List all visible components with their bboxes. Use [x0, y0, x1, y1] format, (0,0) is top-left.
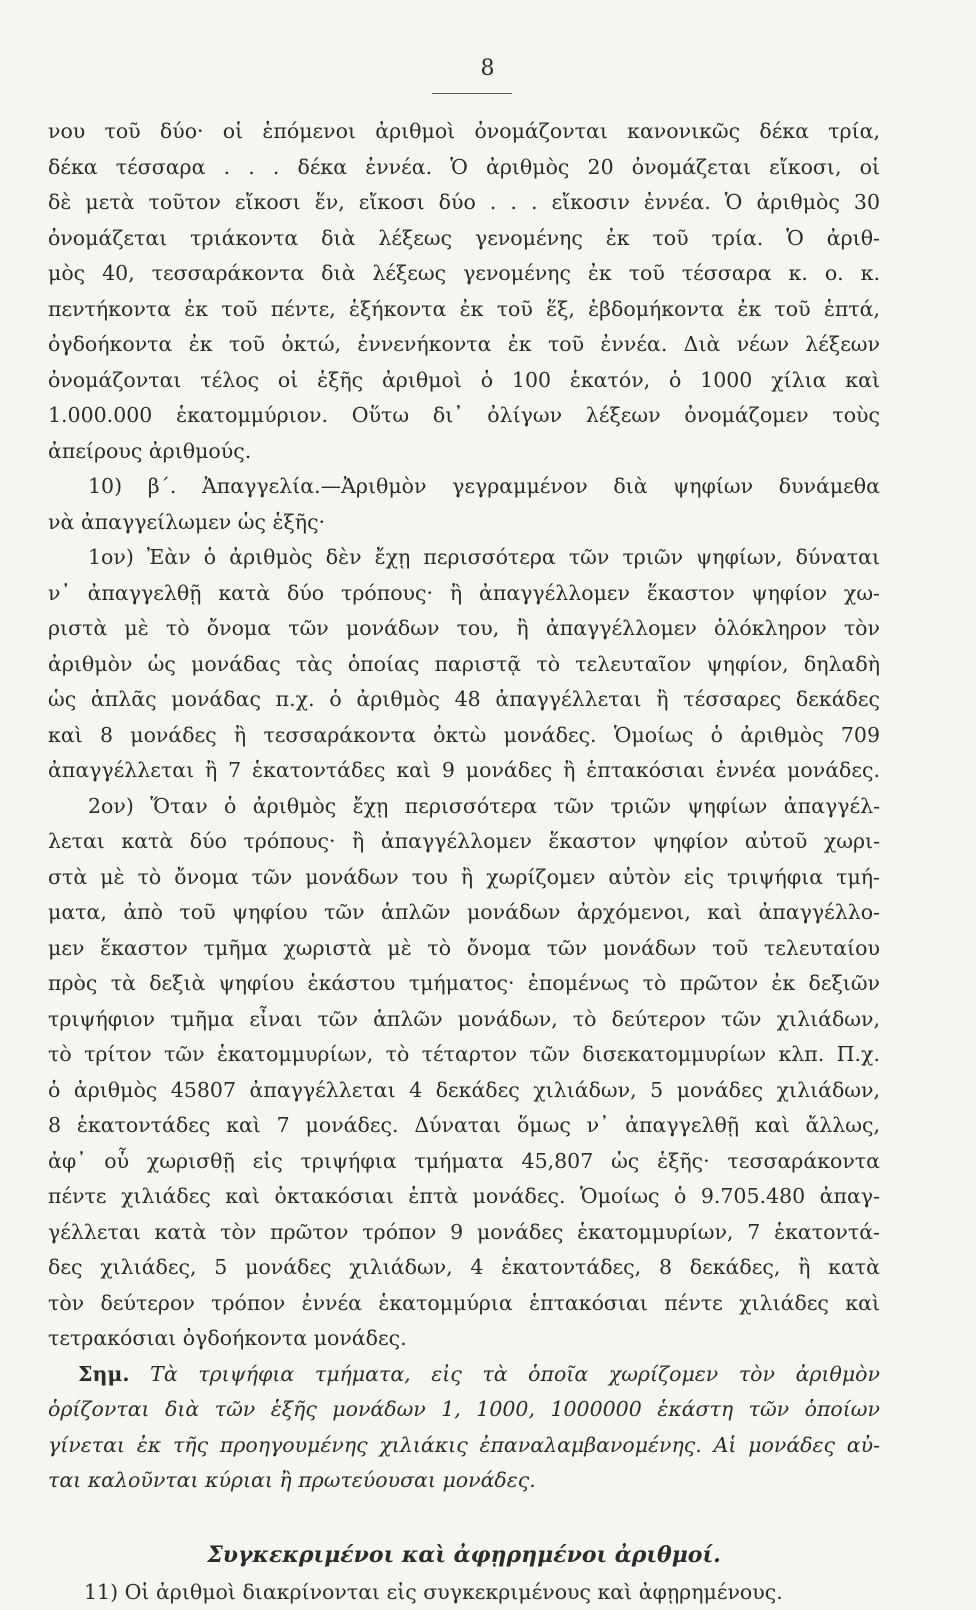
- text-line: ριστὰ μὲ τὸ ὄνομα τῶν μονάδων του, ἢ ἀπαγγέλλομεν ὁλόκληρον τὸν: [48, 611, 880, 647]
- note-line: ὁρίζονται διὰ τῶν ἑξῆς μονάδων 1, 1000, 1000000 ἑκάστη τῶν ὁποίων: [48, 1392, 880, 1428]
- section-heading: Συγκεκριμένοι καὶ ἀφῃρημένοι ἀριθμοί.: [48, 1535, 880, 1575]
- text-line: πέντε χιλιάδες καὶ ὀκτακόσιαι ἑπτὰ μονάδες. Ὁμοίως ὁ 9.705.480 ἀπαγ-: [48, 1179, 880, 1215]
- text-line: ὁ ἀριθμὸς 45807 ἀπαγγέλλεται 4 δεκάδες χιλιάδων, 5 μονάδες χιλιάδων,: [48, 1073, 880, 1109]
- header-rule: [432, 93, 512, 94]
- note-line: ται καλοῦνται κύριαι ἢ πρωτεύουσαι μονάδες.: [48, 1463, 880, 1499]
- text-line: δὲ μετὰ τοῦτον εἴκοσι ἕν, εἴκοσι δύο . . . εἴκοσιν ἐννέα. Ὁ ἀριθμὸς 30: [48, 185, 880, 221]
- note-line: γίνεται ἐκ τῆς προηγουμένης χιλιάκις ἐπαναλαμβανομένης. Αἱ μονάδες αὐ-: [48, 1428, 880, 1464]
- text-line: ὀνομάζεται τριάκοντα διὰ λέξεως γενομένης ἐκ τοῦ τρία. Ὁ ἀριθ-: [48, 221, 880, 257]
- text-line: ἀπείρους ἀριθμούς.: [48, 434, 880, 470]
- text-line: στὰ μὲ τὸ ὄνομα τῶν μονάδων του ἢ χωρίζομεν αὐτὸν εἰς τριψήφια τμή-: [48, 860, 880, 896]
- text-line: μεν ἕκαστον τμῆμα χωριστὰ μὲ τὸ ὄνομα τῶν μονάδων τοῦ τελευταίου: [48, 931, 880, 967]
- text-line: 8 ἑκατοντάδες καὶ 7 μονάδες. Δύναται ὅμως ν᾿ ἀπαγγελθῇ καὶ ἄλλως,: [48, 1108, 880, 1144]
- text-line: ἀριθμὸν ὡς μονάδας τὰς ὁποίας παριστᾷ τὸ τελευταῖον ψηφίον, δηλαδὴ: [48, 647, 880, 683]
- section-10-line: 10) β΄. Ἀπαγγελία.—Ἀριθμὸν γεγραμμένον διὰ ψηφίων δυνάμεθα: [48, 469, 880, 505]
- case-1-line: 1ον) Ἐὰν ὁ ἀριθμὸς δὲν ἔχῃ περισσότερα τῶν τριῶν ψηφίων, δύναται: [48, 540, 880, 576]
- text-line: ματα, ἀπὸ τοῦ ψηφίου τῶν ἁπλῶν μονάδων ἀρχόμενοι, καὶ ἀπαγγέλλο-: [48, 895, 880, 931]
- text-line: μὸς 40, τεσσαράκοντα διὰ λέξεως γενομένης ἐκ τοῦ τέσσαρα κ. ο. κ.: [48, 256, 880, 292]
- text-line: νου τοῦ δύο· οἱ ἑπόμενοι ἀριθμοὶ ὀνομάζονται κανονικῶς δέκα τρία,: [48, 114, 880, 150]
- text-line: λεται κατὰ δύο τρόπους· ἢ ἀπαγγέλλομεν ἕκαστον ψηφίον αὐτοῦ χωρι-: [48, 824, 880, 860]
- text-line: πεντήκοντα ἐκ τοῦ πέντε, ἑξήκοντα ἐκ τοῦ ἕξ, ἑβδομήκοντα ἐκ τοῦ ἑπτά,: [48, 292, 880, 328]
- text-line: ὡς ἁπλᾶς μονάδας π.χ. ὁ ἀριθμὸς 48 ἀπαγγέλλεται ἢ τέσσαρες δεκάδες: [48, 682, 880, 718]
- spacer: [48, 1499, 880, 1535]
- text-line: ὀνομάζονται τέλος οἱ ἑξῆς ἀριθμοὶ ὁ 100 ἑκατόν, ὁ 1000 χίλια καὶ: [48, 363, 880, 399]
- text-line: τριψήφιον τμῆμα εἶναι τῶν ἁπλῶν μονάδων, τὸ δεύτερον τῶν χιλιάδων,: [48, 1002, 880, 1038]
- text-line: ἀπαγγέλλεται ἢ 7 ἑκατοντάδες καὶ 9 μονάδες ἢ ἑπτακόσιαι ἐννέα μονάδες.: [48, 753, 880, 789]
- text-line: τὸ τρίτον τῶν ἑκατομμυρίων, τὸ τέταρτον τῶν δισεκατομμυρίων κλπ. Π.χ.: [48, 1037, 880, 1073]
- text-line: πρὸς τὰ δεξιὰ ψηφίου ἑκάστου τμήματος· ἑπομένως τὸ πρῶτον ἐκ δεξιῶν: [48, 966, 880, 1002]
- case-2-line: 2ον) Ὅταν ὁ ἀριθμὸς ἔχῃ περισσότερα τῶν τριῶν ψηφίων ἀπαγγέλ-: [48, 789, 880, 825]
- text-line: τὸν δεύτερον τρόπον ἐννέα ἑκατομμύρια ἑπτακόσιαι πέντε χιλιάδες καὶ: [48, 1286, 880, 1322]
- text-line: ἀφ᾿ οὗ χωρισθῇ εἰς τριψήφια τμήματα 45,807 ὡς ἑξῆς· τεσσαράκοντα: [48, 1144, 880, 1180]
- text-line: ν᾿ ἀπαγγελθῇ κατὰ δύο τρόπους· ἢ ἀπαγγέλλομεν ἕκαστον ψηφίον χω-: [48, 576, 880, 612]
- note-label: Σημ.: [78, 1362, 130, 1386]
- body-text: [48, 114, 880, 1610]
- note-line: [48, 1357, 880, 1393]
- text-line: καὶ 8 μονάδες ἢ τεσσαράκοντα ὀκτὼ μονάδες. Ὁμοίως ὁ ἀριθμὸς 709: [48, 718, 880, 754]
- note-text: Τὰ τριψήφια τμήματα, εἰς τὰ ὁποῖα χωρίζομεν τὸν ἀριθμὸν: [150, 1362, 880, 1386]
- text-line: δέκα τέσσαρα . . . δέκα ἐννέα. Ὁ ἀριθμὸς 20 ὀνομάζεται εἴκοσι, οἱ: [48, 150, 880, 186]
- text-line: γέλλεται κατὰ τὸν πρῶτον τρόπον 9 μονάδες ἑκατομμυρίων, 7 ἑκατοντά-: [48, 1215, 880, 1251]
- text-line: τετρακόσιαι ὀγδοήκοντα μονάδες.: [48, 1321, 880, 1357]
- text-line: δες χιλιάδες, 5 μονάδες χιλιάδων, 4 ἑκατοντάδες, 8 δεκάδες, ἢ κατὰ: [48, 1250, 880, 1286]
- section-11-line: 11) Οἱ ἀριθμοὶ διακρίνονται εἰς συγκεκριμένους καὶ ἀφῃρημένους.: [48, 1575, 880, 1610]
- text-line: ὀγδοήκοντα ἐκ τοῦ ὀκτώ, ἐννενήκοντα ἐκ τοῦ ἐννέα. Διὰ νέων λέξεων: [48, 327, 880, 363]
- text-line: 1.000.000 ἑκατομμύριον. Οὕτω δι᾿ ὀλίγων λέξεων ὀνομάζομεν τοὺς: [48, 398, 880, 434]
- page-number: 8: [0, 56, 976, 81]
- text-line: νὰ ἀπαγγείλωμεν ὡς ἑξῆς·: [48, 505, 880, 541]
